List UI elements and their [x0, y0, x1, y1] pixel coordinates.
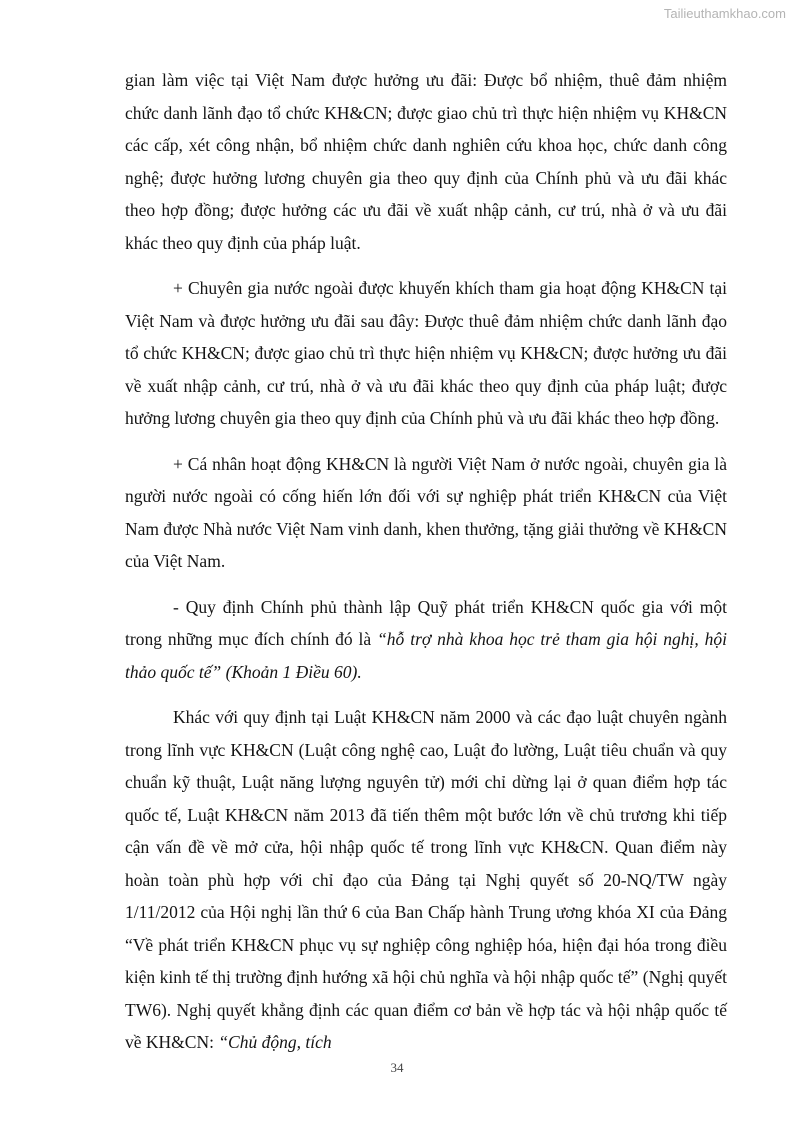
- document-body: [125, 64, 727, 1072]
- paragraph-3: + Cá nhân hoạt động KH&CN là người Việt Nam ở nước ngoài, chuyên gia là người nước ngoài có cống hiến lớn đối với sự nghiệp phát triển KH&CN của Việt Nam được Nhà nước Việt Nam vinh danh, khen thưởng, tặng giải thưởng về KH&CN của Việt Nam.: [125, 453, 727, 571]
- paragraph-4: [125, 591, 727, 689]
- watermark: Tailieuthamkhao.com: [663, 6, 786, 21]
- paragraph-1: gian làm việc tại Việt Nam được hưởng ưu đãi: Được bổ nhiệm, thuê đảm nhiệm chức danh lãnh đạo tổ chức KH&CN; được giao chủ trì thực hiện nhiệm vụ KH&CN các cấp, xét công nhận, bổ nhiệm chức danh nghiên cứu khoa học, chức danh công nghệ; được hưởng lương chuyên gia theo quy định của Chính phủ và ưu đãi khác theo hợp đồng; được hưởng các ưu đãi về xuất nhập cảnh, cư trú, nhà ở và ưu đãi khác theo quy định của pháp luật.: [125, 70, 727, 253]
- paragraph-5-quote: “Chủ động, tích: [218, 1032, 332, 1052]
- paragraph-5-text: Khác với quy định tại Luật KH&CN năm 2000 và các đạo luật chuyên ngành trong lĩnh vực KH&CN (Luật công nghệ cao, Luật đo lường, Luật tiêu chuẩn và quy chuẩn kỹ thuật, Luật năng lượng nguyên tử) mới chỉ dừng lại ở quan điểm hợp tác quốc tế, Luật KH&CN năm 2013 đã tiến thêm một bước lớn về chủ trương khi tiếp cận vấn đề về mở cửa, hội nhập quốc tế trong lĩnh vực KH&CN. Quan điểm này hoàn toàn phù hợp với chỉ đạo của Đảng tại Nghị quyết số 20-NQ/TW ngày 1/11/2012 của Hội nghị lần thứ 6 của Ban Chấp hành Trung ương khóa XI của Đảng “Về phát triển KH&CN phục vụ sự nghiệp công nghiệp hóa, hiện đại hóa trong điều kiện kinh tế thị trường định hướng xã hội chủ nghĩa và hội nhập quốc tế” (Nghị quyết TW6). Nghị quyết khẳng định các quan điểm cơ bản về hợp tác và hội nhập quốc tế về KH&CN:: [125, 707, 727, 1052]
- paragraph-4-text: - Quy định Chính phủ thành lập Quỹ phát triển KH&CN quốc gia với một trong những mục đích chính đó là: [125, 596, 727, 649]
- paragraph-5: [125, 701, 727, 1059]
- page-number: 34: [390, 1060, 404, 1075]
- paragraph-4-quote: “hỗ trợ nhà khoa học trẻ tham gia hội nghị, hội thảo quốc tế” (Khoản 1 Điều 60).: [125, 629, 727, 682]
- paragraph-2: + Chuyên gia nước ngoài được khuyến khích tham gia hoạt động KH&CN tại Việt Nam và được hưởng ưu đãi sau đây: Được thuê đảm nhiệm chức danh lãnh đạo tổ chức KH&CN; được giao chủ trì thực hiện nhiệm vụ KH&CN; được hưởng ưu đãi về xuất nhập cảnh, cư trú, nhà ở và ưu đãi khác theo quy định của pháp luật; được hưởng lương chuyên gia theo quy định của Chính phủ và ưu đãi khác theo hợp đồng.: [125, 278, 727, 428]
